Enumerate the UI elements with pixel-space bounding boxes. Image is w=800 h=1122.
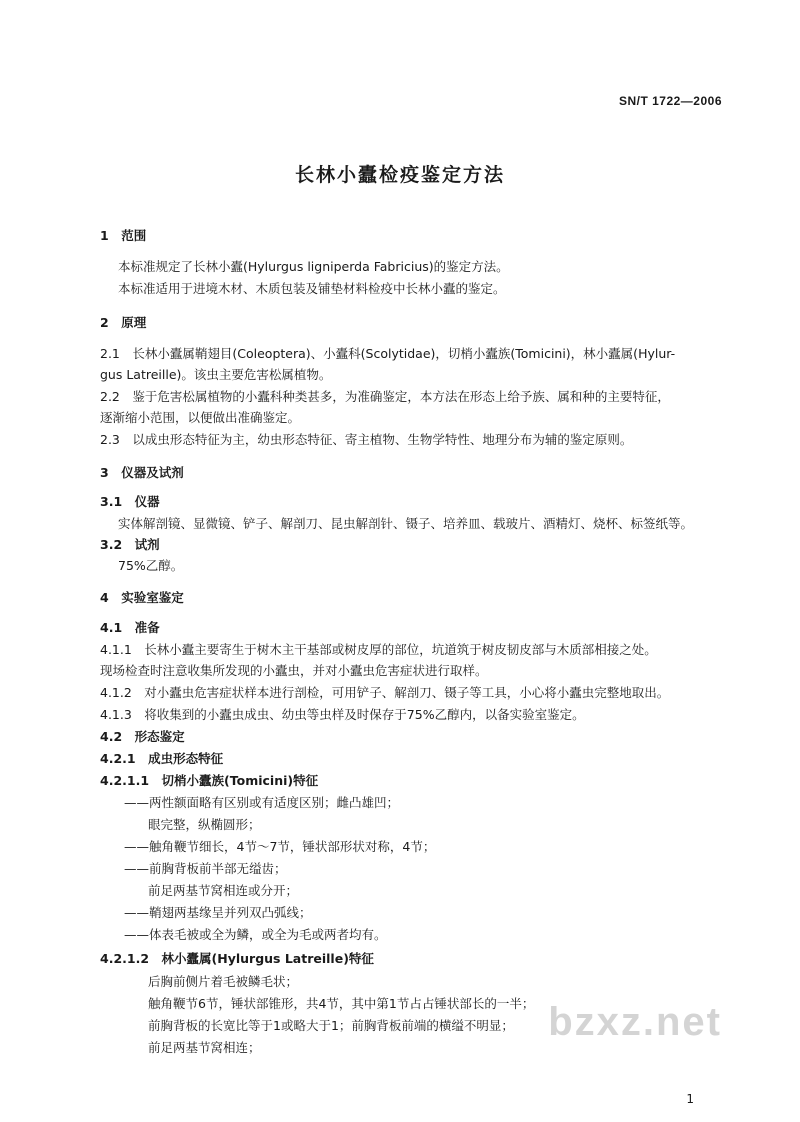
list-item: ——鞘翅两基缘呈并列双凸弧线； [124, 905, 312, 920]
paragraph-line: 2.3 以成虫形态特征为主，幼虫形态特征、寄主植物、生物学特性、地理分布为辅的鉴定原则。 [100, 432, 633, 447]
paragraph-line: 4.1.3 将收集到的小蠹虫成虫、幼虫等虫样及时保存于75%乙醇内，以备实验室鉴定。 [100, 707, 585, 722]
list-item: 前足两基节窝相连或分开； [148, 883, 299, 898]
subsection-heading: 4.2.1 成虫形态特征 [100, 751, 224, 766]
watermark: bzxz.net [548, 1000, 722, 1044]
paragraph-line: gus Latreille)。该虫主要危害松属植物。 [100, 367, 332, 382]
standard-number: SN/T 1722—2006 [618, 94, 722, 108]
page-number: 1 [686, 1092, 694, 1106]
paragraph-line: 本标准规定了长林小蠹(Hylurgus ligniperda Fabricius)的鉴定方法。 [118, 259, 509, 274]
subsection-heading: 3.1 仪器 [100, 494, 160, 509]
section-heading-instruments: 3 仪器及试剂 [100, 465, 184, 480]
subsection-heading: 4.2 形态鉴定 [100, 729, 185, 744]
subsection-heading: 4.2.1.1 切梢小蠹族(Tomicini)特征 [100, 773, 319, 788]
list-item: ——触角鞭节细长，4节～7节，锤状部形状对称，4节； [124, 839, 436, 854]
list-item: 前足两基节窝相连； [148, 1040, 261, 1055]
paragraph-line: 4.1.2 对小蠹虫危害症状样本进行剖检，可用铲子、解剖刀、镊子等工具，小心将小蠹虫完整地取出。 [100, 685, 670, 700]
section-heading-principle: 2 原理 [100, 315, 147, 330]
paragraph-line: 现场检查时注意收集所发现的小蠹虫，并对小蠹虫危害症状进行取样。 [100, 663, 488, 678]
subsection-heading: 4.2.1.2 林小蠹属(Hylurgus Latreille)特征 [100, 951, 374, 966]
paragraph-line: 本标准适用于进境木材、木质包装及铺垫材料检疫中长林小蠹的鉴定。 [118, 281, 506, 296]
paragraph-line: 4.1.1 长林小蠹主要寄生于树木主干基部或树皮厚的部位，坑道筑于树皮韧皮部与木质部相接之处。 [100, 642, 657, 657]
list-item: 触角鞭节6节，锤状部锥形，共4节，其中第1节占占锤状部长的一半； [148, 996, 535, 1011]
paragraph-line: 逐渐缩小范围，以便做出准确鉴定。 [100, 410, 301, 425]
paragraph-line: 75%乙醇。 [118, 558, 184, 573]
subsection-heading: 3.2 试剂 [100, 537, 160, 552]
document-title: 长林小蠹检疫鉴定方法 [294, 164, 505, 186]
subsection-heading: 4.1 准备 [100, 620, 160, 635]
section-heading-lab: 4 实验室鉴定 [100, 590, 184, 605]
paragraph-line: 2.1 长林小蠹属鞘翅目(Coleoptera)、小蠹科(Scolytidae)，切梢小蠹族(Tomicini)，林小蠹属(Hylur- [100, 346, 676, 361]
list-item: 前胸背板的长宽比等于1或略大于1；前胸背板前端的横缢不明显； [148, 1018, 514, 1033]
list-item: ——体表毛被或全为鳞，或全为毛或两者均有。 [124, 927, 387, 942]
paragraph-line: 2.2 鉴于危害松属植物的小蠹科种类甚多，为准确鉴定，本方法在形态上给予族、属和种的主要特征， [100, 389, 670, 404]
section-heading-scope: 1 范围 [100, 228, 147, 243]
list-item: 眼完整，纵椭圆形； [148, 817, 261, 832]
list-item: ——前胸背板前半部无缢齿； [124, 861, 287, 876]
list-item: ——两性额面略有区别或有适度区别；雌凸雄凹； [124, 795, 400, 810]
paragraph-line: 实体解剖镜、显微镜、铲子、解剖刀、昆虫解剖针、镊子、培养皿、载玻片、酒精灯、烧杯、标签纸等。 [118, 516, 694, 531]
list-item: 后胸前侧片着毛被鳞毛状； [148, 974, 299, 989]
